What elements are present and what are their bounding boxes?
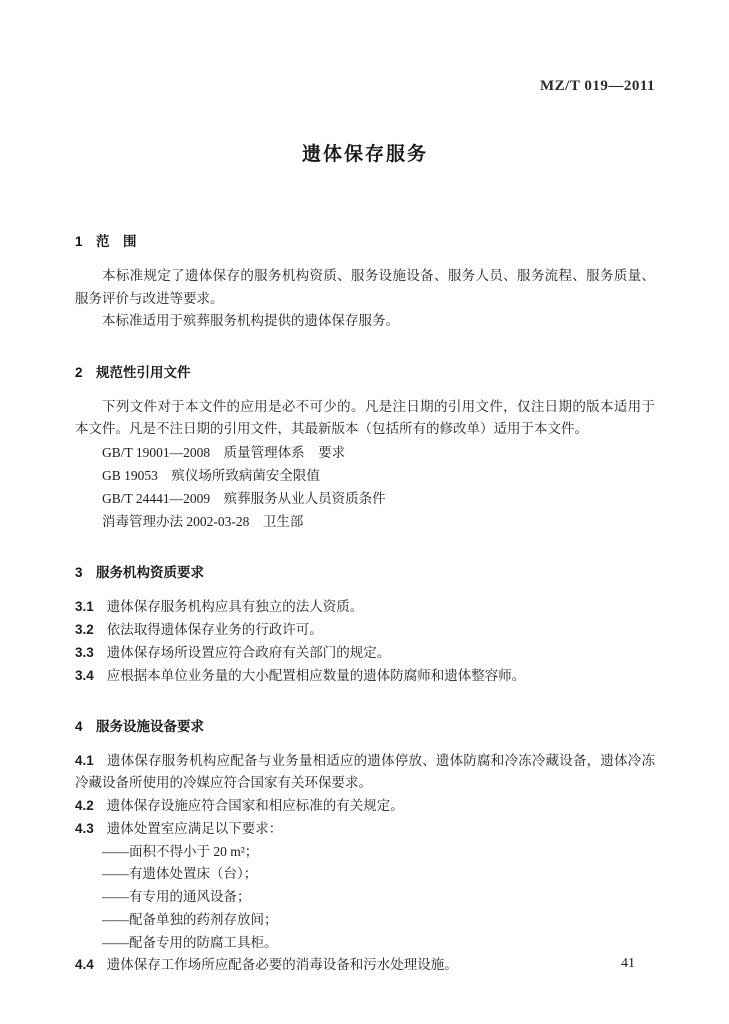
clause-text: 遗体保存工作场所应配备必要的消毒设备和污水处理设施。 (106, 957, 458, 973)
clause (75, 795, 655, 817)
clause (75, 750, 655, 794)
doc-title: 遗体保存服务 (301, 144, 428, 165)
clause-text: 遗体保存设施应符合国家和相应标准的有关规定。 (106, 797, 404, 813)
clause (75, 596, 655, 618)
clause-text: 遗体保存场所设置应符合政府有关部门的规定。 (106, 644, 391, 660)
paragraph: 本标准适用于殡葬服务机构提供的遗体保存服务。 (102, 313, 399, 328)
clause-number: 4.3 (75, 820, 94, 836)
reference-item: GB 19053 殡仪场所致病菌安全限值 (102, 467, 320, 483)
list-item: ——面积不得小于 20 m²； (102, 843, 259, 859)
list-item: ——有专用的通风设备； (102, 889, 251, 905)
clause (75, 818, 655, 840)
section-scope-heading: 1 范 围 (75, 234, 137, 249)
clause-number: 3.1 (75, 598, 94, 614)
reference-item: 消毒管理办法 2002-03-28 卫生部 (102, 513, 304, 529)
section-facility-requirements (75, 715, 655, 977)
clause-number: 4.1 (75, 752, 94, 768)
doc-number: MZ/T 019—2011 (540, 78, 655, 94)
reference-item: GB/T 19001—2008 质量管理体系 要求 (102, 444, 346, 460)
list-item: ——有遗体处置床（台）； (102, 866, 258, 882)
clause-number: 3.3 (75, 644, 94, 660)
section-qualification-heading: 3 服务机构资质要求 (75, 564, 205, 580)
section-normative-references (75, 361, 655, 533)
section-scope (75, 230, 655, 333)
paragraph: 本标准规定了遗体保存的服务机构资质、服务设施设备、服务人员、服务流程、服务质量、服务评价与改进等要求。 (75, 268, 655, 306)
clause (75, 954, 655, 976)
section-references-heading: 2 规范性引用文件 (75, 364, 191, 380)
clause-text: 遗体保存服务机构应具有独立的法人资质。 (106, 598, 364, 614)
clause (75, 619, 655, 641)
section-qualification-requirements (75, 561, 655, 687)
paragraph: 下列文件对于本文件的应用是必不可少的。凡是注日期的引用文件，仅注日期的版本适用于本文件。凡是不注日期的引用文件，其最新版本（包括所有的修改单）适用于本文件。 (75, 398, 655, 436)
reference-item: GB/T 24441—2009 殡葬服务从业人员资质条件 (102, 490, 386, 506)
clause-number: 3.2 (75, 621, 94, 637)
clause (75, 642, 655, 664)
clause-text: 遗体处置室应满足以下要求： (106, 820, 283, 836)
page-number: 41 (621, 956, 635, 971)
clause-text: 遗体保存服务机构应配备与业务量相适应的遗体停放、遗体防腐和冷冻冷藏设备，遗体冷冻冷藏设备所使用的冷媒应符合国家有关环保要求。 (75, 752, 655, 790)
clause (75, 665, 655, 687)
list-item: ——配备单独的药剂存放间； (102, 911, 278, 927)
clause-number: 4.2 (75, 797, 94, 813)
list-item: ——配备专用的防腐工具柜。 (102, 934, 278, 950)
section-facility-heading: 4 服务设施设备要求 (75, 718, 205, 734)
clause-number: 3.4 (75, 667, 94, 683)
clause-text: 应根据本单位业务量的大小配置相应数量的遗体防腐师和遗体整容师。 (106, 667, 526, 683)
clause-text: 依法取得遗体保存业务的行政许可。 (106, 621, 323, 637)
clause-number: 4.4 (75, 957, 94, 973)
